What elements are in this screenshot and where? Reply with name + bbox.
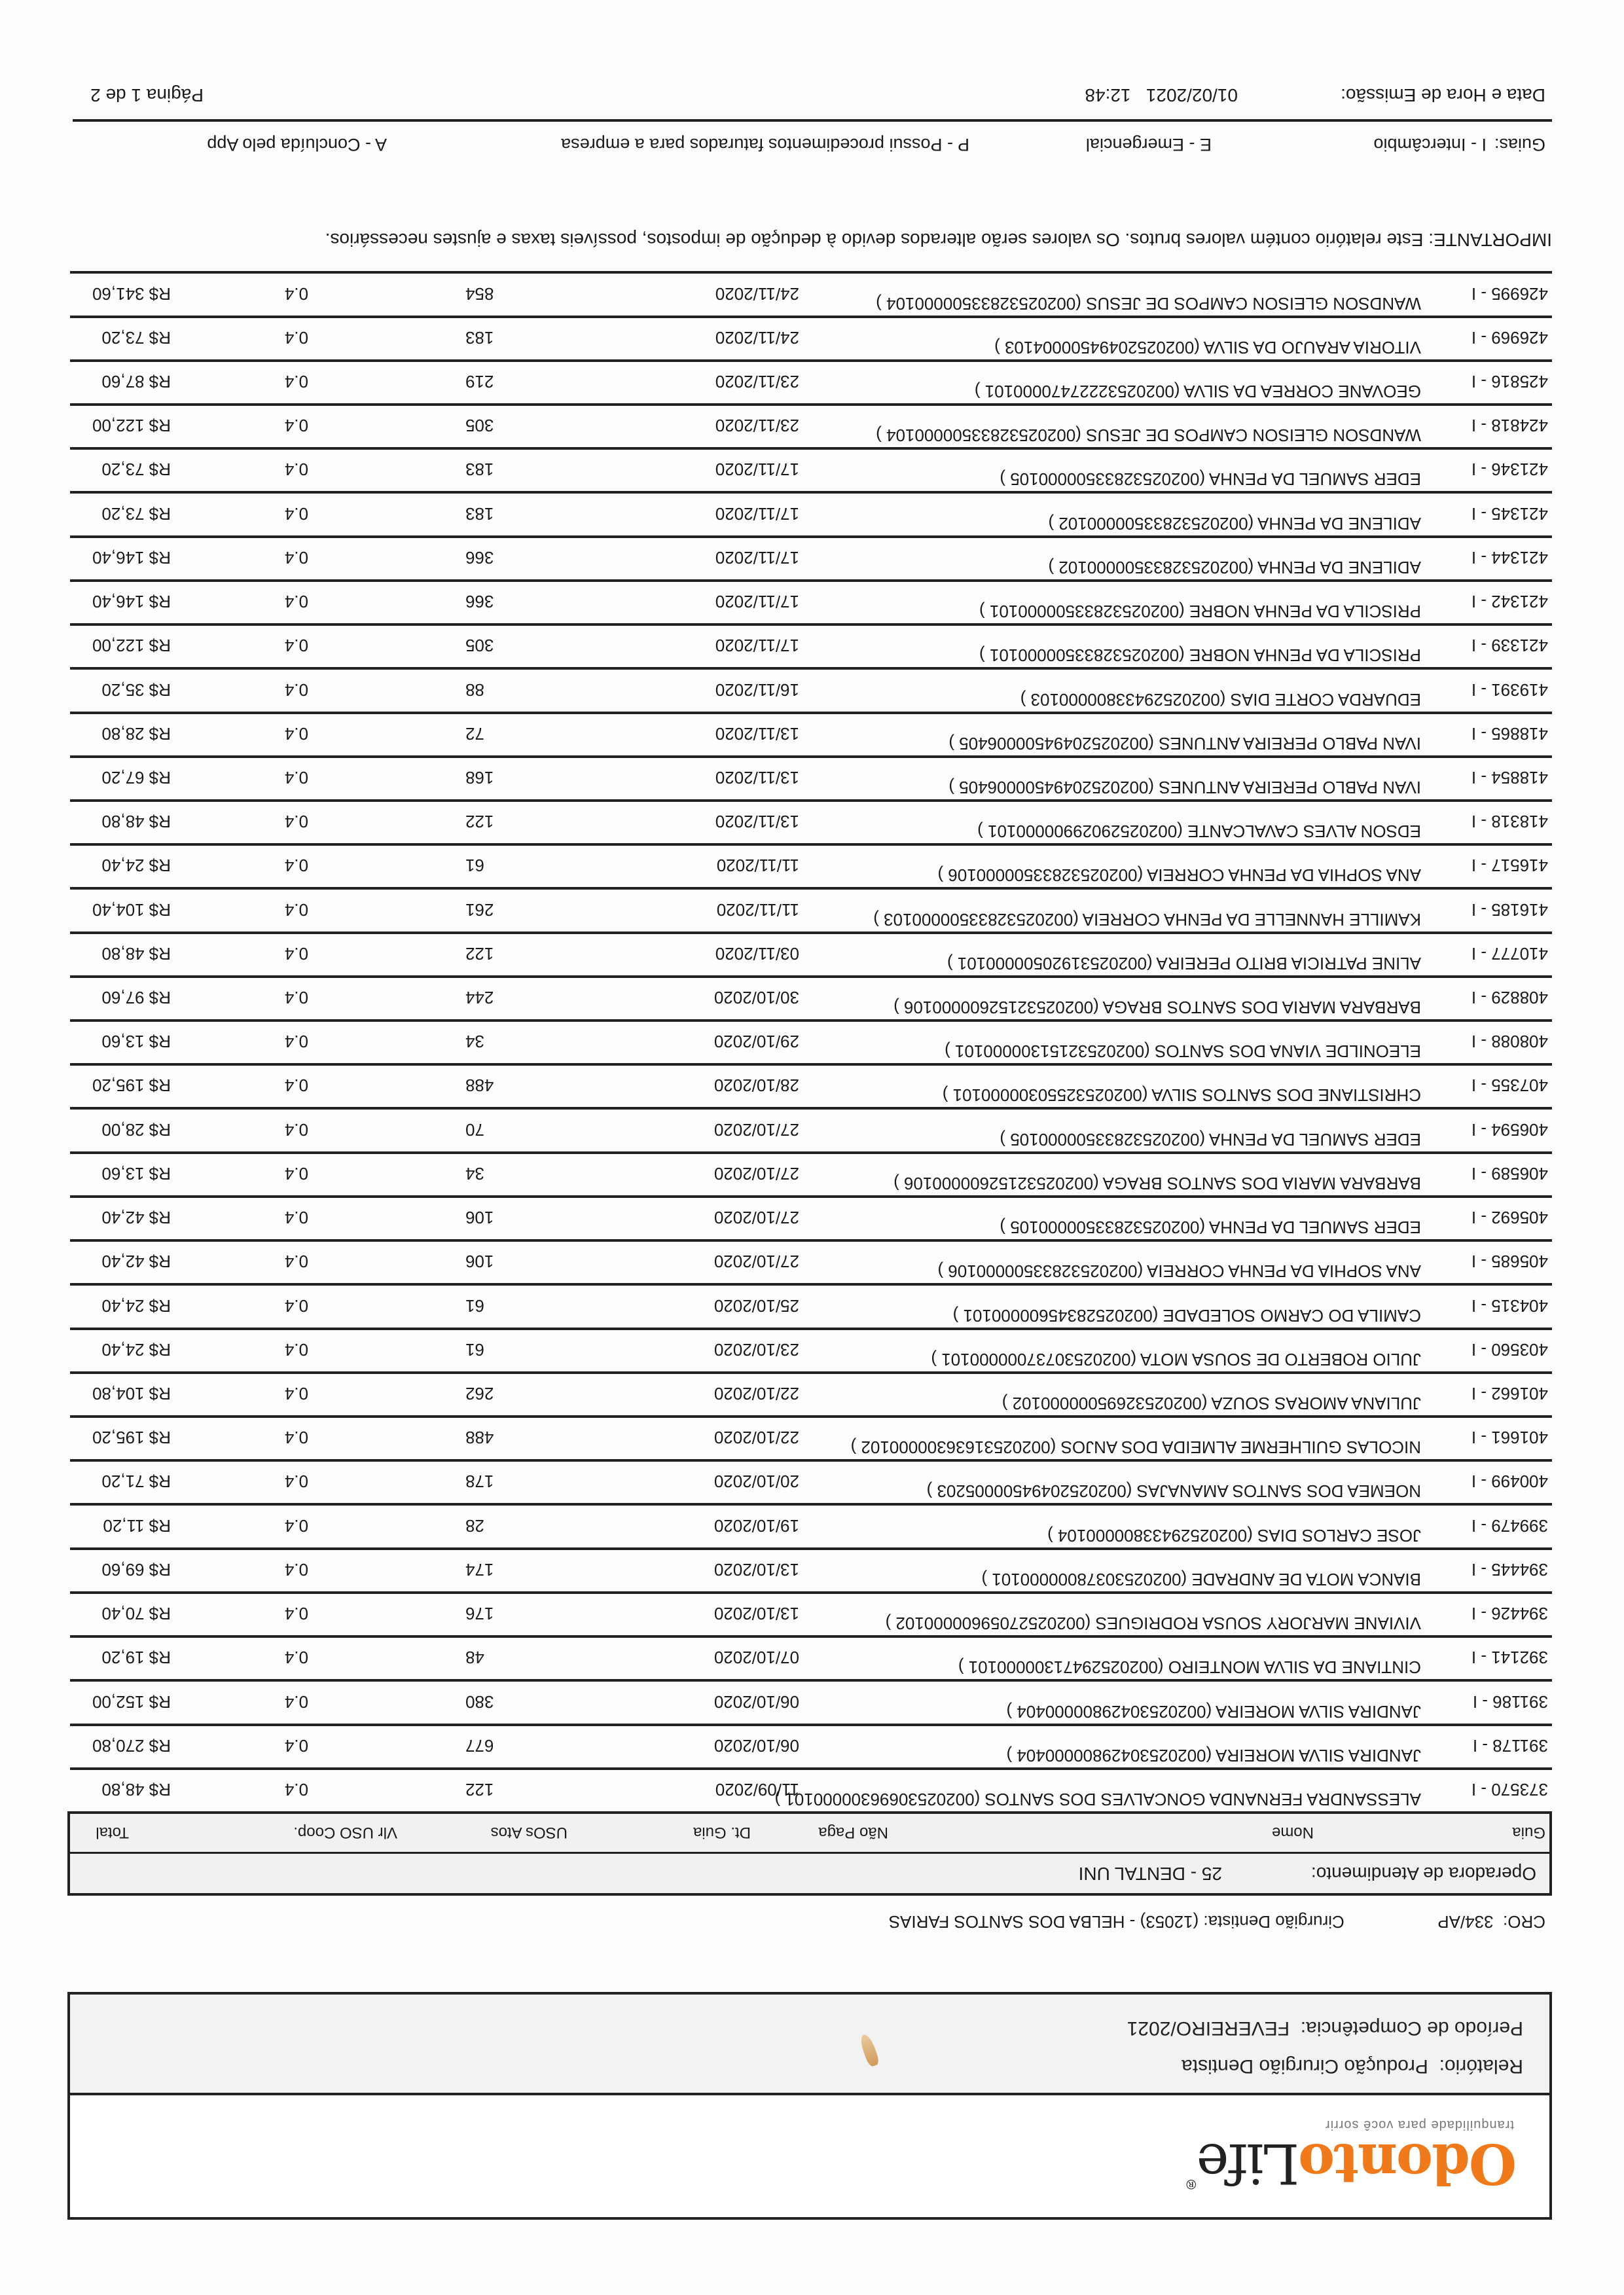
operadora-label: Operadora de Atendimento: (1310, 1864, 1536, 1884)
table-row (70, 1459, 1552, 1503)
dt-guia-cell: 23/11/2020 (715, 416, 799, 436)
nome-cell: WANDSON GLEISON CAMPOS DE JESUS (00202532833500000104 ) (876, 425, 1421, 446)
usos-atos-cell: 366 (465, 547, 494, 568)
report-title-label: Relatório: (1439, 2055, 1523, 2077)
total-cell: R$ 122,00 (92, 636, 171, 656)
header-nome: Nome (1271, 1824, 1314, 1841)
total-cell: R$ 71,20 (101, 1472, 171, 1492)
guia-cell: 421345 - I (1471, 503, 1548, 524)
usos-atos-cell: 174 (465, 1559, 494, 1580)
vlr-uso-coop-cell: 0.4 (284, 943, 308, 964)
guia-cell: 373570 - I (1471, 1780, 1548, 1799)
usos-atos-cell: 183 (465, 327, 494, 348)
total-cell: R$ 270,80 (92, 1735, 171, 1756)
usos-atos-cell: 488 (465, 1428, 494, 1448)
guia-cell: 406594 - I (1471, 1119, 1548, 1140)
usos-atos-cell: 61 (465, 1339, 484, 1360)
table-row (70, 1415, 1552, 1459)
guia-cell: 426995 - I (1471, 283, 1548, 304)
vlr-uso-coop-cell: 0.4 (284, 1515, 308, 1536)
table-row (70, 1151, 1552, 1195)
emission-label: Data e Hora de Emissão: (1341, 85, 1545, 105)
page-number: Página 1 de 2 (90, 85, 204, 105)
nome-cell: WANDSON GLEISON CAMPOS DE JESUS (00202532833500000104 ) (876, 293, 1421, 314)
total-cell: R$ 122,00 (92, 416, 171, 436)
vlr-uso-coop-cell: 0.4 (284, 679, 308, 700)
dt-guia-cell: 17/11/2020 (715, 547, 799, 568)
guia-cell: 419391 - I (1471, 679, 1548, 700)
nome-cell: ALESSANDRA FERNANDA GONCALVES DOS SANTOS (00202530696300000101 ) (774, 1790, 1421, 1809)
total-cell: R$ 87,60 (101, 372, 171, 391)
guia-cell: 406589 - I (1471, 1163, 1548, 1184)
nome-cell: ELEONILDE VIANA DOS SANTOS (00202532151300000101 ) (945, 1041, 1421, 1062)
table-row (70, 1019, 1552, 1063)
guias-label: Guias: (1494, 135, 1545, 154)
vlr-uso-coop-cell: 0.4 (284, 460, 308, 480)
total-cell: R$ 42,40 (101, 1252, 171, 1272)
nome-cell: EDER SAMUEL DA PENHA (00202532833500000105 ) (1000, 1129, 1421, 1149)
guia-cell: 416517 - I (1471, 856, 1548, 876)
guia-cell: 400499 - I (1471, 1472, 1548, 1492)
total-cell: R$ 73,20 (101, 327, 171, 348)
total-cell: R$ 104,40 (92, 899, 171, 920)
nome-cell: BIANCA MOTA DE ANDRADE (00202530378000000101 ) (981, 1569, 1421, 1589)
period-value: FEVEREIRO/2021 (1127, 2017, 1290, 2039)
dt-guia-cell: 03/11/2020 (715, 943, 799, 964)
brand-tagline: tranquilidade para você sorrir (1324, 2118, 1514, 2132)
dt-guia-cell: 11/11/2020 (716, 856, 799, 876)
total-cell: R$ 146,40 (92, 592, 171, 612)
usos-atos-cell: 122 (465, 812, 494, 832)
usos-atos-cell: 34 (465, 1163, 484, 1184)
registered-mark: ® (1185, 2177, 1198, 2192)
vlr-uso-coop-cell: 0.4 (284, 1252, 308, 1272)
guia-cell: 394445 - I (1471, 1559, 1548, 1580)
total-cell: R$ 73,20 (101, 503, 171, 524)
header-guia: Guia (1512, 1824, 1545, 1841)
nome-cell: NOEMEA DOS SANTOS AMANAJAS (00202520494500005203 ) (926, 1481, 1421, 1502)
table-row (70, 667, 1552, 711)
dt-guia-cell: 06/10/2020 (713, 1691, 799, 1712)
table-row (70, 403, 1552, 447)
dt-guia-cell: 27/10/2020 (713, 1119, 799, 1140)
guia-cell: 399479 - I (1471, 1515, 1548, 1536)
total-cell: R$ 24,40 (101, 1295, 171, 1316)
dt-guia-cell: 11/11/2020 (716, 899, 799, 920)
table-row (70, 1591, 1552, 1635)
table-row (70, 1635, 1552, 1679)
table-row (70, 1547, 1552, 1591)
total-cell: R$ 97,60 (101, 988, 171, 1008)
dt-guia-cell: 17/11/2020 (715, 592, 799, 612)
dt-guia-cell: 28/10/2020 (713, 1075, 799, 1096)
guia-cell: 401662 - I (1471, 1384, 1548, 1404)
brand-logo (1185, 2117, 1517, 2196)
usos-atos-cell: 70 (465, 1119, 484, 1140)
nome-cell: BARBARA MARIA DOS SANTOS BRAGA (00202532152600000106 ) (893, 1173, 1421, 1193)
table-body (70, 271, 1552, 1811)
nome-cell: ALINE PATRICIA BRITO PEREIRA (00202531920500000101 ) (947, 953, 1421, 973)
usos-atos-cell: 122 (465, 943, 494, 964)
dt-guia-cell: 20/10/2020 (713, 1472, 799, 1492)
usos-atos-cell: 34 (465, 1032, 484, 1052)
logo-header (67, 2093, 1552, 2220)
report-period (1127, 2017, 1523, 2039)
usos-atos-cell: 262 (465, 1384, 494, 1404)
total-cell: R$ 24,40 (101, 1339, 171, 1360)
total-cell: R$ 152,00 (92, 1691, 171, 1712)
total-cell: R$ 13,60 (101, 1163, 171, 1184)
operadora-bar (67, 1852, 1552, 1896)
usos-atos-cell: 61 (465, 856, 484, 876)
usos-atos-cell: 677 (465, 1735, 494, 1756)
vlr-uso-coop-cell: 0.4 (284, 723, 308, 744)
nome-cell: NICOLAS GUILHERME ALMEIDA DOS ANJOS (00202531636300000102 ) (850, 1437, 1421, 1458)
dt-guia-cell: 13/10/2020 (713, 1604, 799, 1624)
vlr-uso-coop-cell: 0.4 (284, 592, 308, 612)
nome-cell: PRISCILA DA PENHA NOBRE (00202532833500000101 ) (979, 645, 1421, 666)
dt-guia-cell: 27/10/2020 (713, 1252, 799, 1272)
total-cell: R$ 24,40 (101, 856, 171, 876)
guia-cell: 425816 - I (1471, 372, 1548, 391)
guia-cell: 418854 - I (1471, 767, 1548, 787)
vlr-uso-coop-cell: 0.4 (284, 1384, 308, 1404)
total-cell: R$ 48,80 (101, 1780, 171, 1799)
total-cell: R$ 195,20 (92, 1075, 171, 1096)
dt-guia-cell: 22/10/2020 (713, 1384, 799, 1404)
tooth-stain-icon (858, 2033, 880, 2067)
vlr-uso-coop-cell: 0.4 (284, 1075, 308, 1096)
vlr-uso-coop-cell: 0.4 (284, 1472, 308, 1492)
usos-atos-cell: 305 (465, 636, 494, 656)
total-cell: R$ 28,00 (101, 1119, 171, 1140)
usos-atos-cell: 854 (465, 283, 494, 304)
table-row (70, 975, 1552, 1019)
usos-atos-cell: 183 (465, 460, 494, 480)
nome-cell: GEOVANE CORREA DA SILVA (00202532227470000101 ) (974, 382, 1421, 401)
dentist-info (66, 1911, 1545, 1932)
total-cell: R$ 42,40 (101, 1208, 171, 1228)
total-cell: R$ 67,20 (101, 767, 171, 787)
usos-atos-cell: 176 (465, 1604, 494, 1624)
guias-legend (73, 119, 1552, 161)
dt-guia-cell: 29/10/2020 (713, 1032, 799, 1052)
guia-cell: 421339 - I (1471, 636, 1548, 656)
guia-cell: 391186 - I (1472, 1691, 1548, 1712)
guia-cell: 405685 - I (1471, 1252, 1548, 1272)
vlr-uso-coop-cell: 0.4 (284, 1735, 308, 1756)
header-dt-guia: Dt. Guia (693, 1824, 751, 1841)
dentist-value: (12053) - HELBA DOS SANTOS FARIAS (888, 1912, 1199, 1932)
vlr-uso-coop-cell: 0.4 (284, 812, 308, 832)
period-label: Período de Competência: (1300, 2017, 1523, 2039)
nome-cell: PRISCILA DA PENHA NOBRE (00202532833500000101 ) (979, 602, 1421, 622)
vlr-uso-coop-cell: 0.4 (284, 856, 308, 876)
guia-cell: 421342 - I (1471, 592, 1548, 612)
cro-label: CRO: (1503, 1912, 1545, 1932)
nome-cell: BARBARA MARIA DOS SANTOS BRAGA (00202532152600000106 ) (893, 998, 1421, 1018)
header-vlr-uso-coop: Vlr USO Coop. (293, 1824, 397, 1841)
usos-atos-cell: 183 (465, 503, 494, 524)
guia-cell: 408088 - I (1471, 1032, 1548, 1052)
important-notice: IMPORTANTE: Este relatório contém valores brutos. Os valores serão alterados devido à dedução de impostos, possíveis taxas e ajustes necessários. (325, 230, 1552, 250)
header-usos-atos: USOs Atos (490, 1824, 568, 1841)
dt-guia-cell: 30/10/2020 (713, 988, 799, 1008)
vlr-uso-coop-cell: 0.4 (284, 1428, 308, 1448)
guia-cell: 410777 - I (1471, 943, 1548, 964)
dt-guia-cell: 17/11/2020 (715, 460, 799, 480)
guia-cell: 421344 - I (1471, 547, 1548, 568)
vlr-uso-coop-cell: 0.4 (284, 327, 308, 348)
guia-cell: 424818 - I (1471, 416, 1548, 436)
vlr-uso-coop-cell: 0.4 (284, 547, 308, 568)
dt-guia-cell: 11/09/2020 (715, 1780, 799, 1799)
table-row (70, 1328, 1552, 1371)
vlr-uso-coop-cell: 0.4 (284, 416, 308, 436)
total-cell: R$ 70,40 (101, 1604, 171, 1624)
table-row (70, 1724, 1552, 1767)
guia-cell: 421346 - I (1471, 460, 1548, 480)
dt-guia-cell: 06/10/2020 (713, 1735, 799, 1756)
nome-cell: IVAN PABLO PEREIRA ANTUNES (00202520494500006405 ) (948, 777, 1421, 797)
table-row (70, 535, 1552, 579)
usos-atos-cell: 219 (465, 372, 494, 391)
dt-guia-cell: 17/11/2020 (715, 503, 799, 524)
usos-atos-cell: 106 (465, 1208, 494, 1228)
usos-atos-cell: 366 (465, 592, 494, 612)
table-row (70, 491, 1552, 535)
vlr-uso-coop-cell: 0.4 (284, 1559, 308, 1580)
table-row (70, 271, 1552, 315)
table-row (70, 887, 1552, 931)
usos-atos-cell: 380 (465, 1691, 494, 1712)
table-row (70, 712, 1552, 755)
dt-guia-cell: 27/10/2020 (713, 1163, 799, 1184)
nome-cell: JULIANA AMORAS SOUZA (00202532695000000102 ) (1001, 1394, 1421, 1414)
dt-guia-cell: 13/11/2020 (715, 723, 799, 744)
table-row (70, 843, 1552, 887)
table-row (70, 1283, 1552, 1327)
nome-cell: ANA SOPHIA DA PENHA CORREIA (00202532833500000106 ) (937, 1261, 1421, 1282)
nome-cell: VIVIANE MARJORY SOUSA RODRIGUES (00202527059600000102 ) (885, 1614, 1421, 1634)
nome-cell: KAMILLE HANNELLE DA PENHA CORREIA (00202532833500000103 ) (873, 909, 1421, 930)
total-cell: R$ 69,60 (101, 1559, 171, 1580)
table-row (70, 931, 1552, 975)
nome-cell: CAMILA DO CARMO SOLEDADE (00202528345600000101 ) (952, 1305, 1421, 1326)
legend-intercambio: I - Intercâmbio (1373, 135, 1487, 154)
legend-app: A - Concluída pelo App (207, 135, 387, 154)
guia-cell: 408829 - I (1471, 988, 1548, 1008)
dt-guia-cell: 07/10/2020 (713, 1648, 799, 1668)
nome-cell: JOSE CARLOS DIAS (00202529433800000104 ) (1047, 1525, 1421, 1545)
dt-guia-cell: 13/11/2020 (715, 767, 799, 787)
nome-cell: EDER SAMUEL DA PENHA (00202532833500000105 ) (1000, 469, 1421, 490)
total-cell: R$ 48,80 (101, 943, 171, 964)
usos-atos-cell: 48 (465, 1648, 484, 1668)
guia-cell: 416185 - I (1471, 899, 1548, 920)
usos-atos-cell: 106 (465, 1252, 494, 1272)
total-cell: R$ 13,60 (101, 1032, 171, 1052)
operadora-value: 25 - DENTAL UNI (1078, 1864, 1222, 1884)
table-row (70, 623, 1552, 667)
vlr-uso-coop-cell: 0.4 (284, 899, 308, 920)
guia-cell: 391178 - I (1472, 1735, 1548, 1756)
vlr-uso-coop-cell: 0.4 (284, 1295, 308, 1316)
table-row (70, 1239, 1552, 1283)
total-cell: R$ 195,20 (92, 1428, 171, 1448)
vlr-uso-coop-cell: 0.4 (284, 636, 308, 656)
nome-cell: CINTIANE DA SILVA MONTEIRO (00202529471300000101 ) (958, 1657, 1421, 1678)
dt-guia-cell: 24/11/2020 (715, 327, 799, 348)
vlr-uso-coop-cell: 0.4 (284, 1208, 308, 1228)
total-cell: R$ 19,20 (101, 1648, 171, 1668)
guia-cell: 401661 - I (1471, 1428, 1548, 1448)
guia-cell: 392141 - I (1471, 1648, 1548, 1668)
total-cell: R$ 11,20 (103, 1515, 171, 1536)
vlr-uso-coop-cell: 0.4 (284, 1780, 308, 1799)
guia-cell: 418865 - I (1471, 723, 1548, 744)
usos-atos-cell: 488 (465, 1075, 494, 1096)
table-row (70, 755, 1552, 799)
table-row (70, 316, 1552, 359)
usos-atos-cell: 168 (465, 767, 494, 787)
dt-guia-cell: 25/10/2020 (713, 1295, 799, 1316)
nome-cell: JANDIRA SILVA MOREIRA (00202530429800000404 ) (1006, 1701, 1421, 1722)
report-title (1182, 2055, 1523, 2077)
total-cell: R$ 48,80 (101, 812, 171, 832)
emission-value: 01/02/2021 12:48 (1085, 85, 1238, 105)
nome-cell: EDUARDA CORTE DIAS (00202529433800000103 ) (1020, 689, 1421, 710)
guia-cell: 394426 - I (1471, 1604, 1548, 1624)
table-row (70, 447, 1552, 491)
table-row (70, 1063, 1552, 1107)
vlr-uso-coop-cell: 0.4 (284, 1163, 308, 1184)
table-row (70, 1195, 1552, 1239)
vlr-uso-coop-cell: 0.4 (284, 503, 308, 524)
vlr-uso-coop-cell: 0.4 (284, 1648, 308, 1668)
usos-atos-cell: 61 (465, 1295, 484, 1316)
table-row (70, 1108, 1552, 1151)
dt-guia-cell: 19/10/2020 (713, 1515, 799, 1536)
dt-guia-cell: 24/11/2020 (715, 283, 799, 304)
header-nao-paga: Não Paga (818, 1824, 888, 1841)
logo-life-text: Life (1197, 2131, 1300, 2196)
nome-cell: JANDIRA SILVA MOREIRA (00202530429800000404 ) (1006, 1745, 1421, 1765)
nome-cell: EDSON ALVES CAVALCANTE (00202529029900000101 ) (977, 822, 1421, 842)
nome-cell: ANA SOPHIA DA PENHA CORREIA (00202532833500000106 ) (937, 865, 1421, 886)
total-cell: R$ 35,20 (101, 679, 171, 700)
dt-guia-cell: 17/11/2020 (715, 636, 799, 656)
usos-atos-cell: 305 (465, 416, 494, 436)
vlr-uso-coop-cell: 0.4 (284, 767, 308, 787)
vlr-uso-coop-cell: 0.4 (284, 1032, 308, 1052)
usos-atos-cell: 28 (465, 1515, 484, 1536)
report-title-box (67, 1992, 1552, 2095)
guia-cell: 418318 - I (1471, 812, 1548, 832)
total-cell: R$ 73,20 (101, 460, 171, 480)
table-row (70, 1371, 1552, 1415)
guia-cell: 403560 - I (1471, 1339, 1548, 1360)
table-row (70, 1679, 1552, 1723)
legend-faturados: P - Possui procedimentos faturados para a empresa (561, 135, 969, 154)
vlr-uso-coop-cell: 0.4 (284, 1691, 308, 1712)
cro-value: 334/AP (1437, 1912, 1494, 1932)
table-header (67, 1811, 1552, 1852)
vlr-uso-coop-cell: 0.4 (284, 1604, 308, 1624)
total-cell: R$ 146,40 (92, 547, 171, 568)
table-row (70, 799, 1552, 843)
dt-guia-cell: 13/10/2020 (713, 1559, 799, 1580)
dentist-label: Cirurgião Dentista: (1203, 1912, 1344, 1932)
vlr-uso-coop-cell: 0.4 (284, 988, 308, 1008)
table-row (70, 1767, 1552, 1811)
report-title-value: Produção Cirurgião Dentista (1182, 2055, 1428, 2077)
table-row (70, 579, 1552, 623)
dt-guia-cell: 16/11/2020 (715, 679, 799, 700)
nome-cell: JULIO ROBERTO DE SOUSA MOTA (00202530737000000101 ) (931, 1349, 1421, 1369)
table-row (70, 1503, 1552, 1547)
dt-guia-cell: 23/11/2020 (715, 372, 799, 391)
guia-cell: 404315 - I (1471, 1295, 1548, 1316)
dt-guia-cell: 27/10/2020 (713, 1208, 799, 1228)
nome-cell: IVAN PABLO PEREIRA ANTUNES (00202520494500006405 ) (948, 733, 1421, 753)
legend-emergencial: E - Emergencial (1085, 135, 1212, 154)
logo-odonto-text: Odonto (1299, 2131, 1517, 2196)
total-cell: R$ 28,80 (101, 723, 171, 744)
total-cell: R$ 341,60 (92, 283, 171, 304)
dt-guia-cell: 23/10/2020 (713, 1339, 799, 1360)
total-cell: R$ 104,80 (92, 1384, 171, 1404)
usos-atos-cell: 244 (465, 988, 494, 1008)
header-total: Total (96, 1824, 129, 1841)
usos-atos-cell: 261 (465, 899, 494, 920)
usos-atos-cell: 122 (465, 1780, 494, 1799)
vlr-uso-coop-cell: 0.4 (284, 1119, 308, 1140)
dt-guia-cell: 22/10/2020 (713, 1428, 799, 1448)
nome-cell: ADILENE DA PENHA (00202532833500000102 ) (1048, 557, 1421, 577)
usos-atos-cell: 88 (465, 679, 484, 700)
guia-cell: 405692 - I (1471, 1208, 1548, 1228)
vlr-uso-coop-cell: 0.4 (284, 283, 308, 304)
usos-atos-cell: 72 (465, 723, 484, 744)
nome-cell: CHRISTIANE DOS SANTOS SILVA (00202532550300000101 ) (942, 1085, 1421, 1106)
guia-cell: 407355 - I (1471, 1075, 1548, 1096)
dt-guia-cell: 13/11/2020 (715, 812, 799, 832)
table-row (70, 359, 1552, 403)
usos-atos-cell: 178 (465, 1472, 494, 1492)
nome-cell: ADILENE DA PENHA (00202532833500000102 ) (1048, 513, 1421, 533)
vlr-uso-coop-cell: 0.4 (284, 372, 308, 391)
nome-cell: EDER SAMUEL DA PENHA (00202532833500000105 ) (1000, 1218, 1421, 1238)
nome-cell: VITORIA ARAUJO DA SILVA (00202520494500004103 ) (994, 337, 1421, 357)
vlr-uso-coop-cell: 0.4 (284, 1339, 308, 1360)
guia-cell: 426969 - I (1471, 327, 1548, 348)
